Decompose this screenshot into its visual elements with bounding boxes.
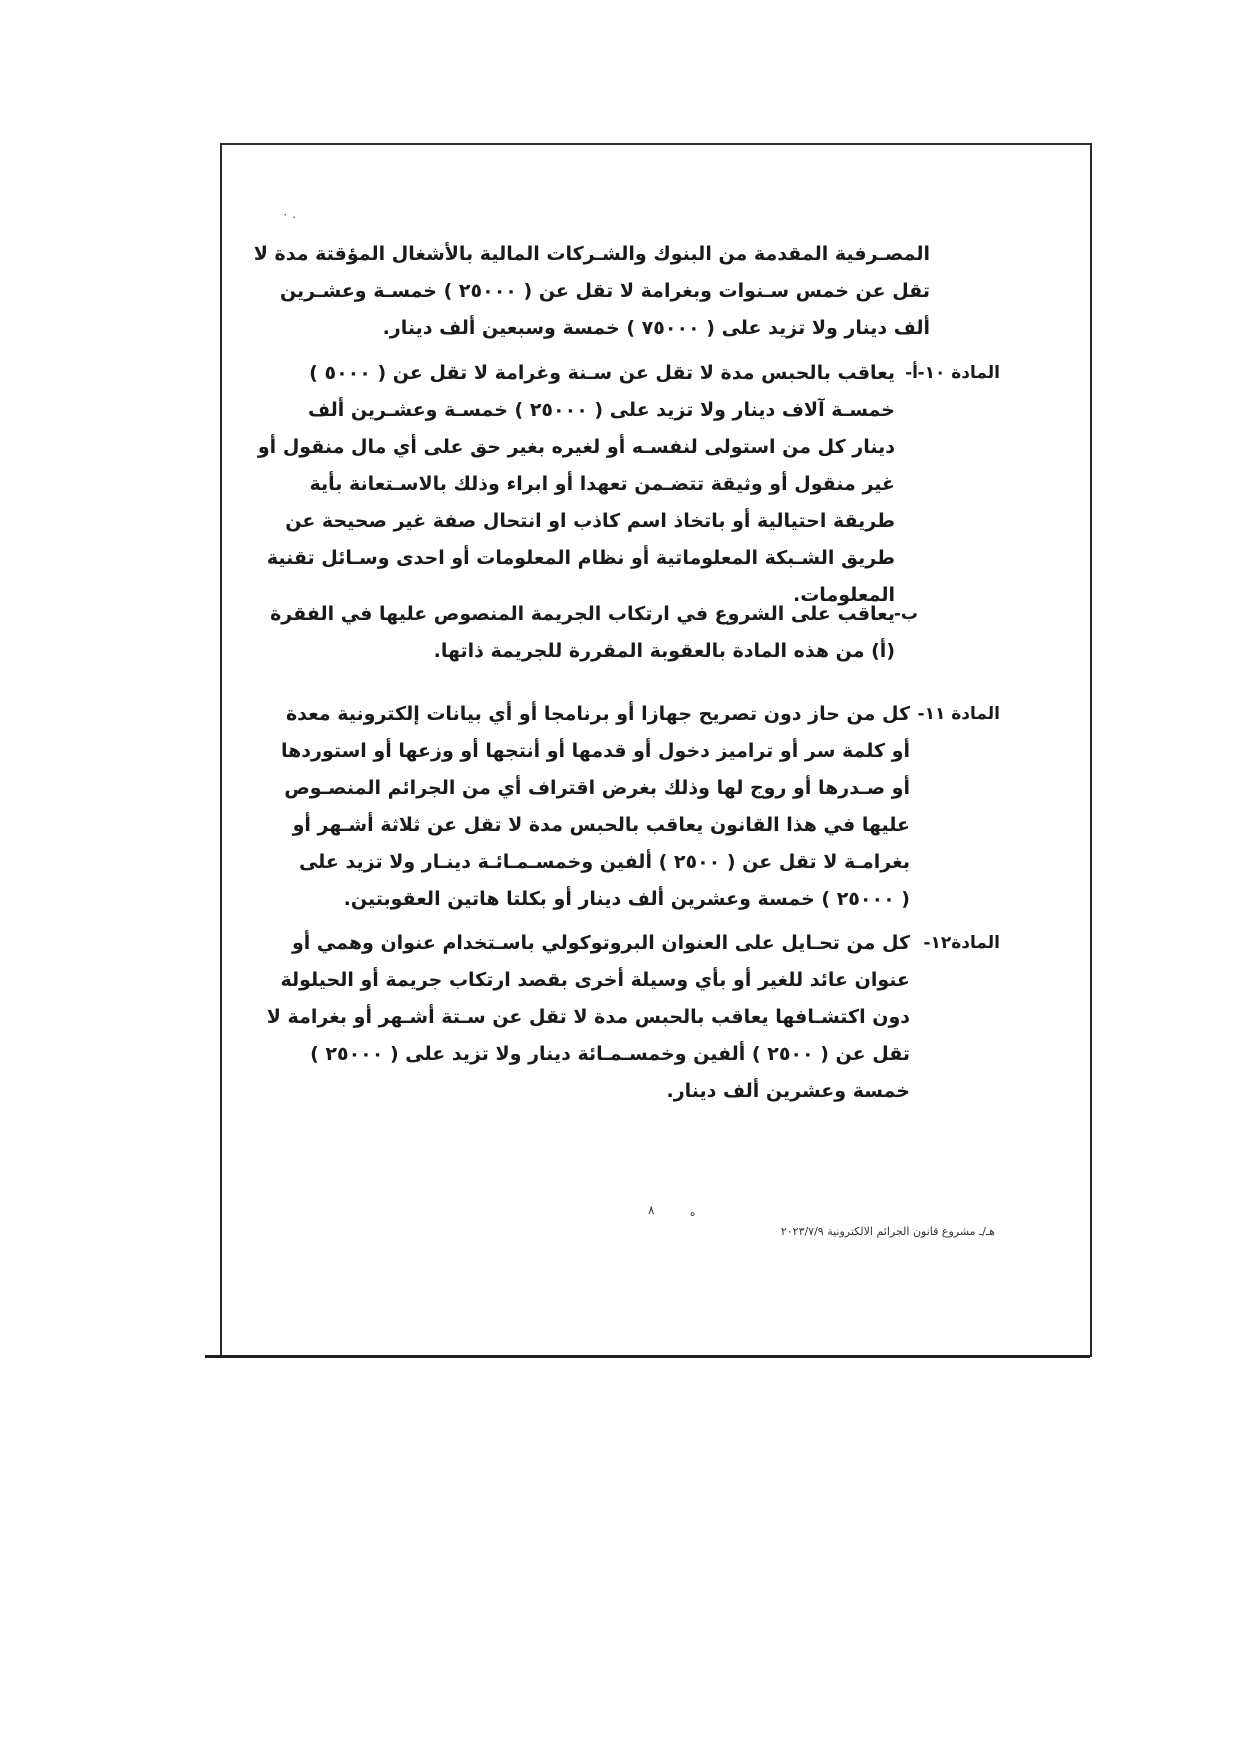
article-11-line-2: أو كلمة سر أو تراميز دخول أو قدمها أو أنتجها أو وزعها أو استوردها <box>280 740 910 762</box>
article-11-line-4: عليها في هذا القانون يعاقب بالحبس مدة لا تقل عن ثلاثة أشـهر أو <box>292 814 910 836</box>
article-12-line-2: عنوان عائد للغير أو بأي وسيلة أخرى بقصد ارتكاب جريمة أو الحيلولة <box>280 969 910 991</box>
article-10-a-label: أ- <box>905 363 918 383</box>
bottom-rule <box>205 1355 1090 1358</box>
article-12-label: المادة١٢- <box>923 933 1000 953</box>
article-10-a-line-3: دينار كل من استولى لنفسـه أو لغيره بغير حق على أي مال منقول أو <box>257 436 895 458</box>
article-10-b-line-1: يعاقب على الشروع في ارتكاب الجريمة المنصوص عليها في الفقرة <box>270 603 895 625</box>
article-12-line-5: خمسة وعشرين ألف دينار. <box>666 1080 910 1102</box>
article-10-a-line-4: غير منقول أو وثيقة تتضـمن تعهدا أو ابراء وذلك بالاسـتعانة بأية <box>309 473 895 495</box>
article-12-line-3: دون اكتشـافها يعاقب بالحبس مدة لا تقل عن سـتة أشـهر أو بغرامة لا <box>266 1006 910 1028</box>
article-11-line-3: أو صـدرها أو روج لها وذلك بغرض اقتراف أي من الجرائم المنصـوص <box>284 777 910 799</box>
page-number-mark: ه <box>690 1208 696 1219</box>
intro-paragraph <box>253 236 930 347</box>
article-12 <box>266 925 910 1110</box>
article-10-label: المادة ١٠- <box>917 363 1000 383</box>
article-10-a-line-6: طريق الشـبكة المعلوماتية أو نظام المعلومات أو احدى وسـائل تقنية <box>266 547 895 569</box>
article-11-line-5: بغرامـة لا تقل عن ( ٢٥٠٠ ) ألفين وخمسـمـائـة دينـار ولا تزيد على <box>298 851 910 873</box>
article-10-a-line-7: المعلومات. <box>793 584 895 606</box>
article-10-a-line-2: خمسـة آلاف دينار ولا تزيد على ( ٢٥٠٠٠ ) خمسـة وعشـرين ألف <box>307 399 895 421</box>
intro-line-1: المصـرفية المقدمة من البنوك والشـركات المالية بالأشغال المؤقتة مدة لا <box>253 243 930 265</box>
intro-line-2: تقل عن خمس سـنوات وبغرامة لا تقل عن ( ٢٥٠٠٠ ) خمسـة وعشـرين <box>279 280 930 302</box>
article-12-line-4: تقل عن ( ٢٥٠٠ ) ألفين وخمسـمـائة دينار ولا تزيد على ( ٢٥٠٠٠ ) <box>310 1043 910 1065</box>
article-10-b-line-2: (أ) من هذه المادة بالعقوبة المقررة للجريمة ذاتها. <box>433 640 895 662</box>
intro-line-3: ألف دينار ولا تزيد على ( ٧٥٠٠٠ ) خمسة وسبعين ألف دينار. <box>382 317 930 339</box>
article-10-b-label: ب- <box>893 604 918 624</box>
footer-document-reference: هـ/ـ مشروع قانون الجرائم الالكترونية ٢٠٢٣/٧/٩ <box>780 1225 995 1238</box>
article-11-line-1: كل من حاز دون تصريح جهازا أو برنامجا أو أي بيانات إلكترونية معدة <box>285 703 910 725</box>
article-11-label: المادة ١١- <box>917 704 1000 724</box>
article-10-b <box>270 596 895 670</box>
page-number: ٨ <box>648 1203 655 1217</box>
article-11 <box>280 696 910 918</box>
article-12-line-1: كل من تحـايل على العنوان البروتوكولي باسـتخدام عنوان وهمي أو <box>291 932 910 954</box>
article-10-a-line-5: طريقة احتيالية أو باتخاذ اسم كاذب او انتحال صفة غير صحيحة عن <box>285 510 895 532</box>
article-10-a-line-1: يعاقب بالحبس مدة لا تقل عن سـنة وغرامة لا تقل عن ( ٥٠٠٠ ) <box>309 362 895 384</box>
corner-marks: ۰ . <box>282 207 297 221</box>
article-11-line-6: ( ٢٥٠٠٠ ) خمسة وعشرين ألف دينار أو بكلتا هاتين العقوبتين. <box>343 888 910 910</box>
